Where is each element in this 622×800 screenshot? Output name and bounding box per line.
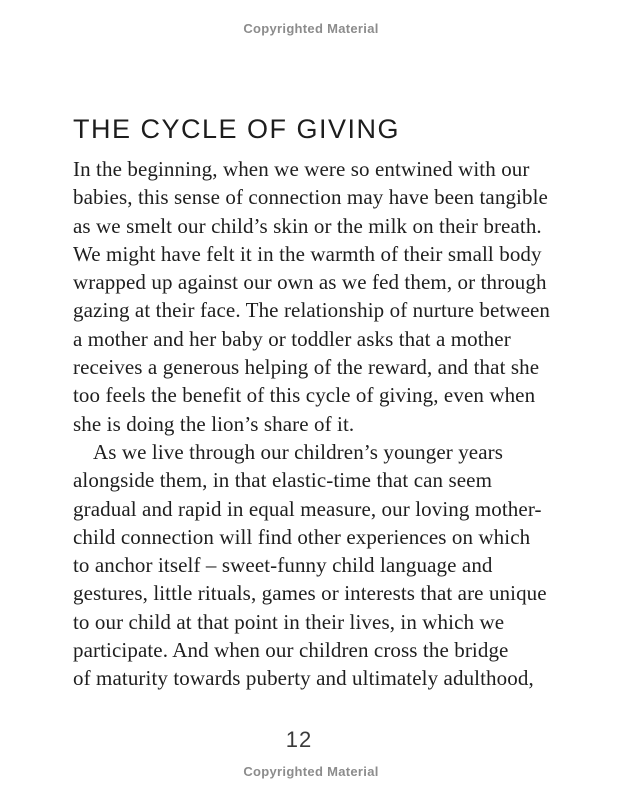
body-line: participate. And when our children cross the bridge: [73, 638, 509, 663]
chapter-heading: THE CYCLE OF GIVING: [73, 114, 401, 144]
body-line: as we smelt our child’s skin or the milk on their breath.: [73, 213, 542, 238]
body-line: As we live through our children’s younger years: [93, 439, 504, 464]
body-line: gazing at their face. The relationship of nurture between: [73, 298, 551, 323]
copyright-notice-top: Copyrighted Material: [243, 21, 379, 36]
body-line: of maturity towards puberty and ultimately adulthood,: [73, 666, 534, 691]
body-line: too feels the benefit of this cycle of giving, even when: [73, 383, 536, 408]
body-line: In the beginning, when we were so entwined with our: [73, 157, 530, 181]
body-line: gestures, little rituals, games or interests that are unique: [73, 581, 547, 606]
body-line: wrapped up against our own as we fed them, or through: [73, 270, 547, 295]
page-number: 12: [285, 727, 313, 752]
body-line: babies, this sense of connection may have been tangible: [73, 185, 548, 210]
body-line: she is doing the lion’s share of it.: [73, 411, 355, 436]
body-line: gradual and rapid in equal measure, our loving mother-: [73, 496, 542, 521]
body-line: a mother and her baby or toddler asks that a mother: [73, 326, 511, 351]
body-line: to anchor itself – sweet-funny child language and: [73, 553, 493, 578]
body-line: alongside them, in that elastic-time that can seem: [73, 468, 493, 493]
copyright-notice-bottom: Copyrighted Material: [243, 764, 379, 779]
body-line: We might have felt it in the warmth of their small body: [73, 241, 542, 266]
body-line: receives a generous helping of the reward, and that she: [73, 355, 540, 380]
paragraph-2: [73, 438, 561, 693]
paragraph-1: [73, 155, 561, 438]
body-line: child connection will find other experiences on which: [73, 524, 531, 549]
page-content: [73, 113, 561, 693]
body-line: to our child at that point in their lives, in which we: [73, 609, 505, 634]
